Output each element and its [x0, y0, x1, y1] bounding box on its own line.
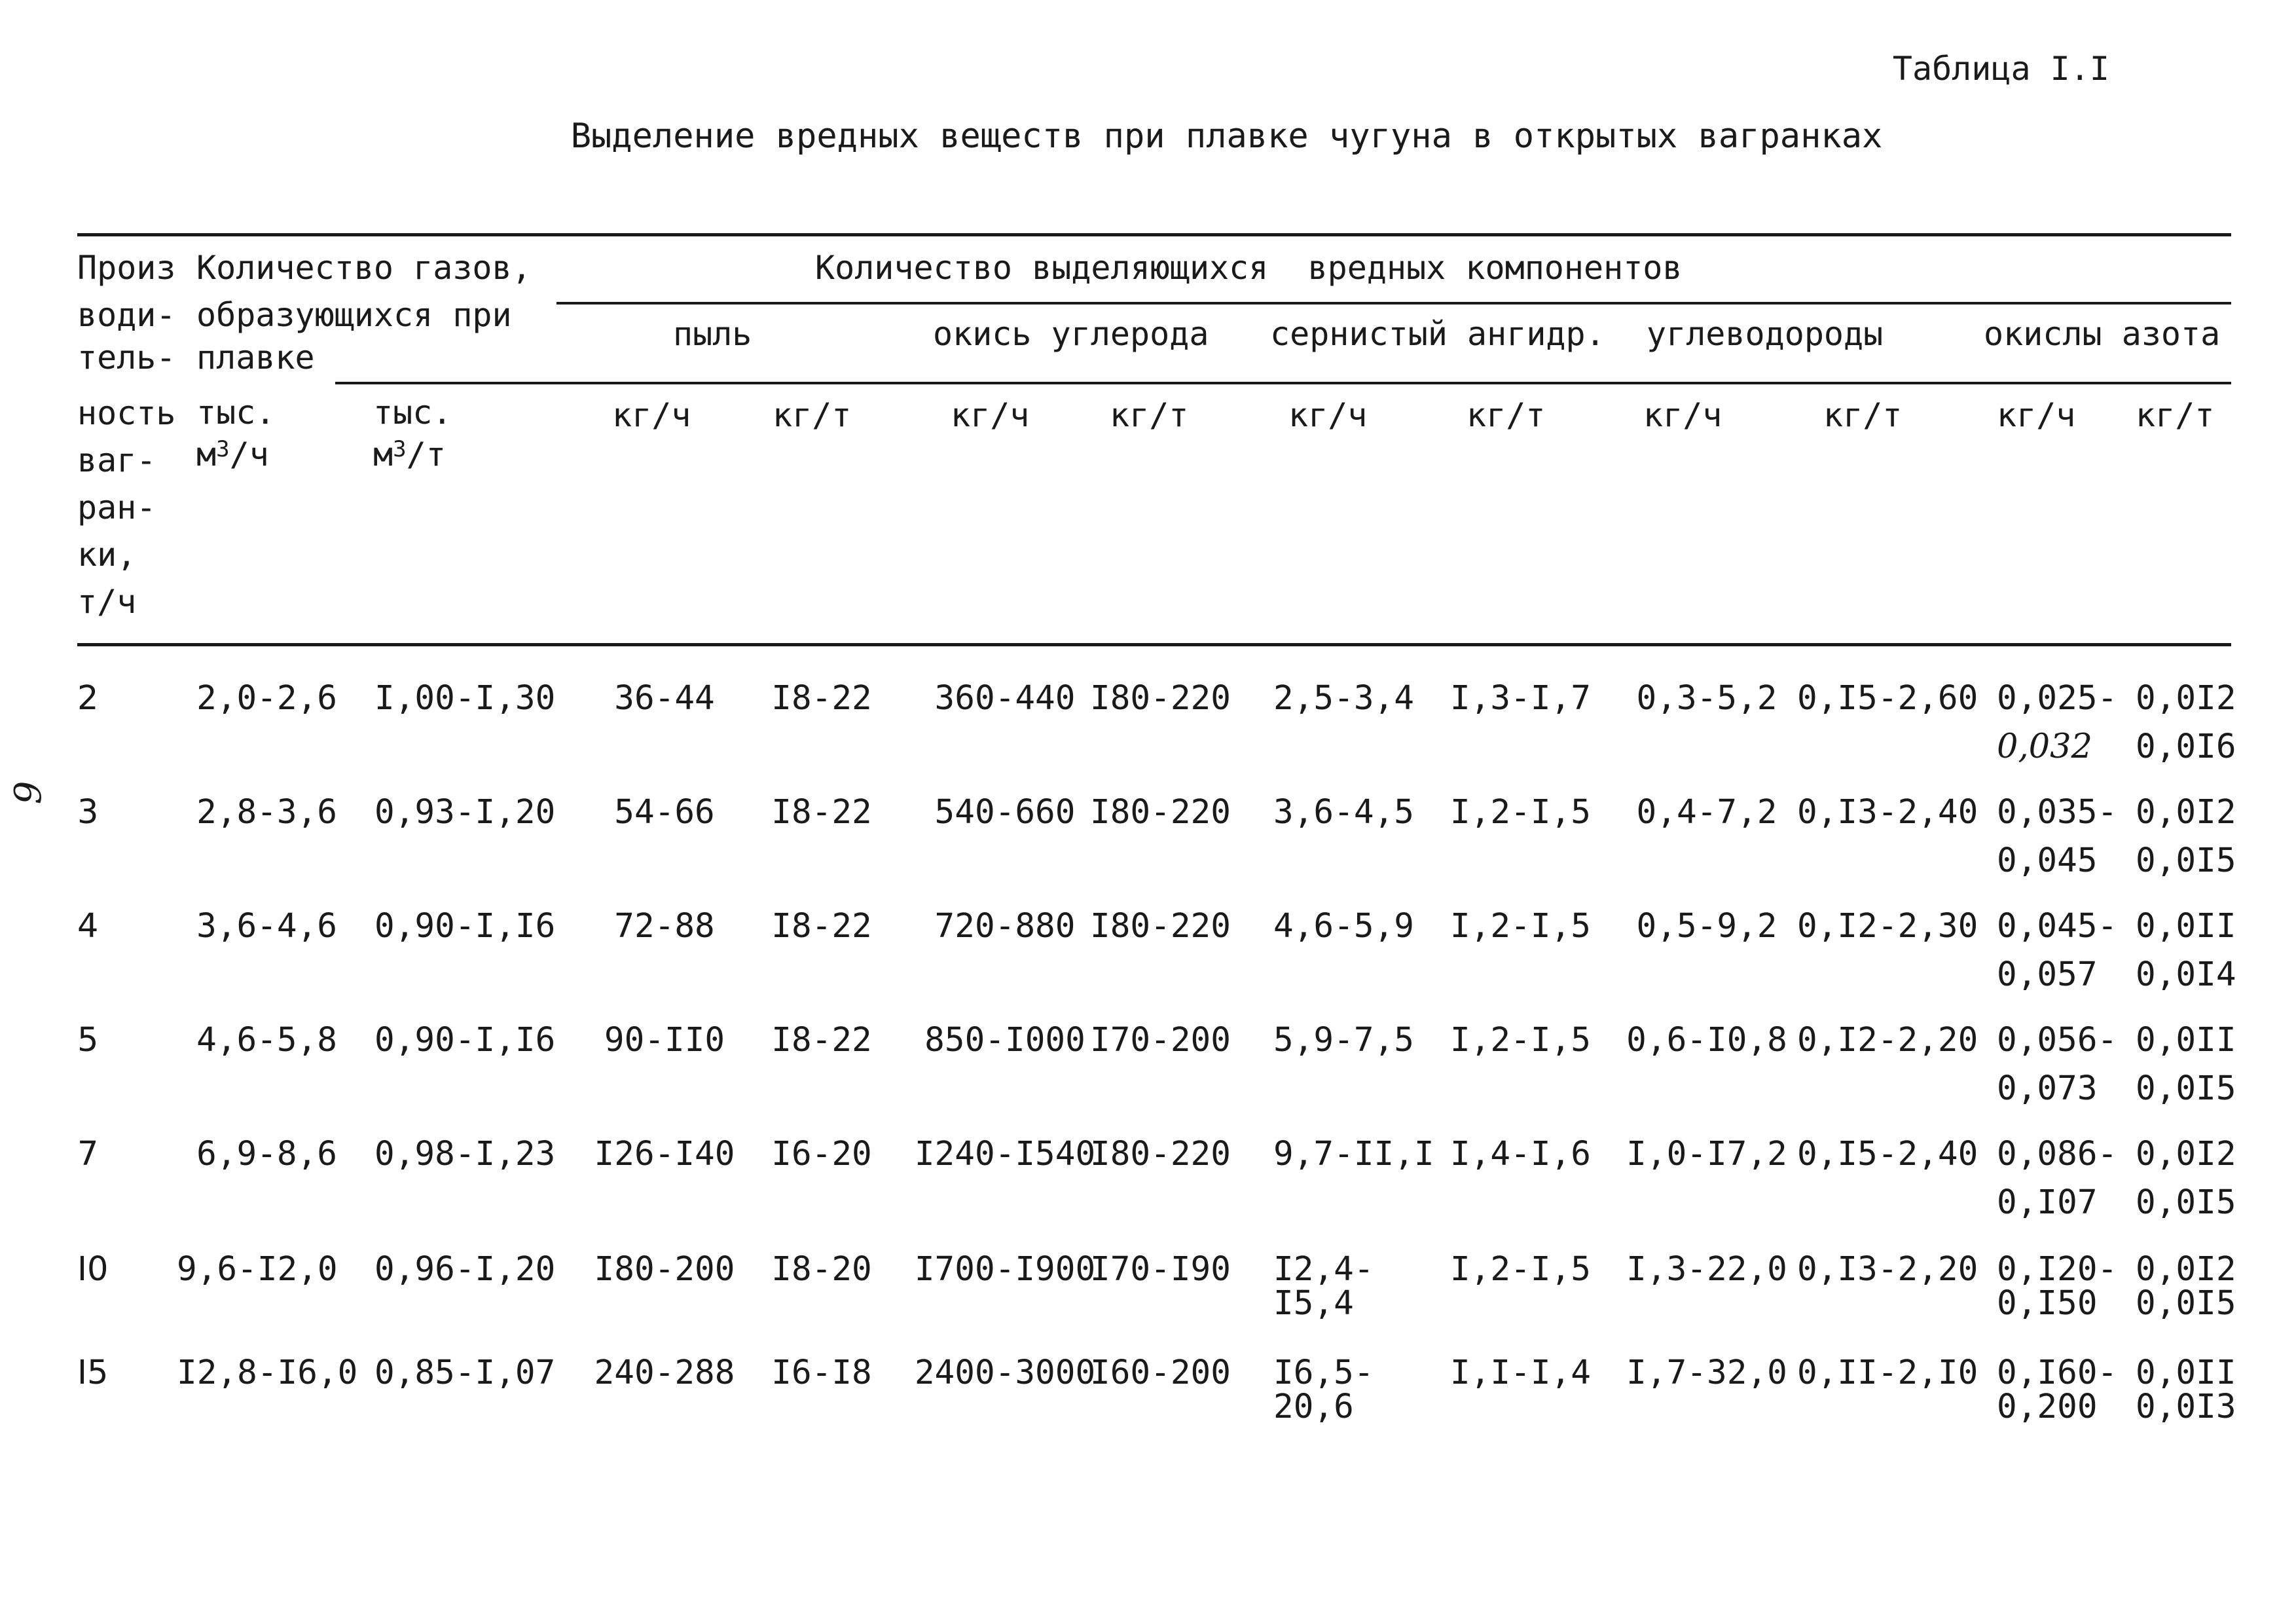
- table-cell-so2-h: 20,6: [1273, 1388, 1354, 1426]
- table-cell-co-h: 720-880: [934, 907, 1076, 946]
- table-cell-nox-h2: 0,045: [1997, 841, 2098, 880]
- table-cell-co-t: I80-220: [1090, 679, 1231, 718]
- table-cell-prod: I5: [77, 1354, 109, 1392]
- table-cell-so2-t: I,I-I,4: [1450, 1354, 1591, 1392]
- table-cell-hc-h: 0,6-I0,8: [1626, 1021, 1787, 1060]
- table-cell-hc-h: 0,5-9,2: [1636, 907, 1777, 946]
- gas-ton-unit: $м^3/т$: [373, 435, 446, 473]
- table-cell-co-t: I60-200: [1090, 1354, 1231, 1392]
- table-cell-nox-h2: 0,I50: [1997, 1284, 2098, 1323]
- table-cell-hc-h: I,0-I7,2: [1626, 1135, 1787, 1173]
- table-cell-prod: 7: [77, 1135, 99, 1173]
- table-cell-so2-h: I2,4-: [1273, 1250, 1374, 1289]
- header-bottom-rule: [77, 643, 2231, 646]
- gas-group-line: плавке: [196, 339, 315, 377]
- table-cell-co-h: I700-I900: [914, 1250, 1096, 1289]
- table-cell-co-h: 850-I000: [924, 1021, 1085, 1060]
- gas-group-header: [196, 244, 532, 377]
- so2-kg-t: кг/т: [1467, 396, 1546, 434]
- table-label: Таблица I.I: [1892, 50, 2109, 88]
- table-cell-gas-t: 0,98-I,23: [374, 1135, 556, 1173]
- table-cell-hc-h: 0,3-5,2: [1636, 679, 1777, 718]
- table-cell-nox-h2: 0,032: [1997, 728, 2093, 766]
- table-cell-hc-t: 0,I2-2,20: [1797, 1021, 1978, 1060]
- table-cell-nox-t1: 0,0II: [2136, 907, 2236, 946]
- table-cell-nox-h1: 0,I20-: [1997, 1250, 2118, 1289]
- table-cell-nox-h1: 0,035-: [1997, 793, 2118, 832]
- table-cell-hc-h: I,7-32,0: [1626, 1354, 1787, 1392]
- nox-header: окислы азота: [1984, 315, 2221, 353]
- gas-group-line: образующихся при: [196, 296, 512, 334]
- units-rule: [335, 382, 2231, 384]
- table-cell-so2-h: 5,9-7,5: [1273, 1021, 1414, 1060]
- table-cell-so2-t: I,2-I,5: [1450, 907, 1591, 946]
- table-cell-so2-t: I,2-I,5: [1450, 1021, 1591, 1060]
- table-cell-gas-t: 0,96-I,20: [374, 1250, 556, 1289]
- top-rule: [77, 233, 2231, 236]
- table-cell-dust-h: 240-288: [594, 1354, 735, 1392]
- table-cell-nox-h1: 0,056-: [1997, 1021, 2118, 1060]
- table-cell-so2-h: I6,5-: [1273, 1354, 1374, 1392]
- prod-header-line: ран-: [77, 489, 156, 526]
- table-cell-hc-t: 0,II-2,I0: [1797, 1354, 1978, 1392]
- table-cell-hc-t: 0,I5-2,40: [1797, 1135, 1978, 1173]
- table-cell-co-t: I70-200: [1090, 1021, 1231, 1060]
- table-cell-so2-t: I,3-I,7: [1450, 679, 1591, 718]
- table-cell-gas-t: 0,93-I,20: [374, 793, 556, 832]
- table-cell-gas-t: 0,90-I,I6: [374, 1021, 556, 1060]
- table-cell-nox-t1: 0,0I2: [2136, 679, 2236, 718]
- prod-header-line: Произ: [77, 249, 176, 287]
- table-cell-nox-h2: 0,I07: [1997, 1183, 2098, 1222]
- hc-kg-t: кг/т: [1823, 396, 1903, 434]
- table-cell-hc-h: I,3-22,0: [1626, 1250, 1787, 1289]
- table-cell-so2-t: I,2-I,5: [1450, 1250, 1591, 1289]
- table-cell-nox-t2: 0,0I4: [2136, 955, 2236, 994]
- table-cell-dust-h: I80-200: [594, 1250, 735, 1289]
- nox-kg-h: кг/ч: [1997, 396, 2076, 434]
- table-cell-nox-t2: 0,0I6: [2136, 728, 2236, 766]
- table-cell-co-h: 2400-3000: [914, 1354, 1096, 1392]
- table-cell-nox-t2: 0,0I5: [2136, 841, 2236, 880]
- gas-ton-header: [373, 392, 452, 475]
- table-cell-gas-h: 2,0-2,6: [196, 679, 337, 718]
- table-cell-dust-h: 90-II0: [604, 1021, 725, 1060]
- table-cell-prod: 3: [77, 793, 99, 832]
- table-cell-nox-t2: 0,0I3: [2136, 1388, 2236, 1426]
- table-cell-co-t: I70-I90: [1090, 1250, 1231, 1289]
- table-cell-nox-h2: 0,057: [1997, 955, 2098, 994]
- table-cell-nox-h1: 0,086-: [1997, 1135, 2118, 1173]
- table-cell-gas-h: 9,6-I2,0: [177, 1250, 338, 1289]
- hc-kg-h: кг/ч: [1643, 396, 1722, 434]
- table-cell-nox-t1: 0,0I2: [2136, 1135, 2236, 1173]
- table-cell-hc-t: 0,I3-2,20: [1797, 1250, 1978, 1289]
- prod-header-line: води-: [77, 296, 176, 334]
- table-cell-nox-t2: 0,0I5: [2136, 1284, 2236, 1323]
- dust-kg-h: кг/ч: [612, 396, 691, 434]
- table-cell-dust-h: I26-I40: [594, 1135, 735, 1173]
- prod-header-line: ваг-: [77, 441, 156, 479]
- table-cell-nox-t2: 0,0I5: [2136, 1183, 2236, 1222]
- table-cell-gas-h: I2,8-I6,0: [177, 1354, 358, 1392]
- prod-header-line: ки,: [77, 536, 137, 574]
- table-cell-co-h: I240-I540: [914, 1135, 1096, 1173]
- table-cell-dust-t: I8-22: [771, 679, 872, 718]
- gas-hour-header: [196, 392, 275, 475]
- prod-header-line: ность: [77, 394, 176, 432]
- table-cell-hc-t: 0,I5-2,60: [1797, 679, 1978, 718]
- table-cell-gas-t: 0,85-I,07: [374, 1354, 556, 1392]
- table-cell-hc-t: 0,I2-2,30: [1797, 907, 1978, 946]
- table-cell-co-t: I80-220: [1090, 793, 1231, 832]
- nox-kg-t: кг/т: [2136, 396, 2215, 434]
- table-cell-so2-h: 3,6-4,5: [1273, 793, 1414, 832]
- co-kg-t: кг/т: [1110, 396, 1189, 434]
- table-cell-dust-t: I6-I8: [771, 1354, 872, 1392]
- page-number: 6: [5, 781, 48, 805]
- table-cell-nox-h2: 0,200: [1997, 1388, 2098, 1426]
- table-cell-dust-t: I8-22: [771, 793, 872, 832]
- table-cell-prod: I0: [77, 1250, 109, 1289]
- dust-kg-t: кг/т: [773, 396, 852, 434]
- table-cell-prod: 4: [77, 907, 99, 946]
- table-cell-so2-t: I,4-I,6: [1450, 1135, 1591, 1173]
- components-group-rule: [556, 302, 2231, 304]
- prod-header: [77, 244, 176, 625]
- dust-header: пыль: [673, 315, 752, 353]
- table-cell-nox-t1: 0,0I2: [2136, 1250, 2236, 1289]
- so2-kg-h: кг/ч: [1288, 396, 1368, 434]
- table-title: Выделение вредных веществ при плавке чугуна в открытых вагранках: [570, 117, 1883, 156]
- table-cell-gas-t: 0,90-I,I6: [374, 907, 556, 946]
- table-cell-co-t: I80-220: [1090, 907, 1231, 946]
- table-cell-nox-h1: 0,025-: [1997, 679, 2118, 718]
- table-cell-dust-t: I8-20: [771, 1250, 872, 1289]
- table-cell-nox-t1: 0,0II: [2136, 1021, 2236, 1060]
- table-cell-gas-t: I,00-I,30: [374, 679, 556, 718]
- table-cell-so2-h: I5,4: [1273, 1284, 1354, 1323]
- table-cell-so2-h: 9,7-II,I: [1273, 1135, 1434, 1173]
- table-cell-dust-t: I6-20: [771, 1135, 872, 1173]
- table-cell-prod: 2: [77, 679, 99, 718]
- table-cell-nox-t2: 0,0I5: [2136, 1069, 2236, 1108]
- table-cell-nox-h2: 0,073: [1997, 1069, 2098, 1108]
- table-cell-hc-h: 0,4-7,2: [1636, 793, 1777, 832]
- table-cell-dust-h: 36-44: [614, 679, 715, 718]
- table-cell-nox-h1: 0,I60-: [1997, 1354, 2118, 1392]
- table-cell-so2-t: I,2-I,5: [1450, 793, 1591, 832]
- gas-hour-label: тыс.: [196, 394, 276, 432]
- table-cell-dust-h: 54-66: [614, 793, 715, 832]
- gas-hour-unit: $м^3/ч$: [196, 435, 269, 473]
- table-cell-so2-h: 2,5-3,4: [1273, 679, 1414, 718]
- gas-ton-label: тыс.: [373, 394, 452, 432]
- table-cell-hc-t: 0,I3-2,40: [1797, 793, 1978, 832]
- table-cell-nox-t1: 0,0II: [2136, 1354, 2236, 1392]
- hc-header: углеводороды: [1647, 315, 1884, 353]
- co-header: окись углерода: [933, 315, 1209, 353]
- so2-header: сернистый ангидр.: [1270, 315, 1605, 353]
- gas-group-line: Количество газов,: [196, 249, 532, 287]
- table-cell-so2-h: 4,6-5,9: [1273, 907, 1414, 946]
- table-cell-gas-h: 4,6-5,8: [196, 1021, 337, 1060]
- table-cell-dust-t: I8-22: [771, 907, 872, 946]
- table-cell-co-t: I80-220: [1090, 1135, 1231, 1173]
- table-cell-nox-t1: 0,0I2: [2136, 793, 2236, 832]
- components-group-header: Количество выделяющихся вредных компонентов: [815, 249, 1683, 287]
- table-cell-dust-h: 72-88: [614, 907, 715, 946]
- table-cell-nox-h1: 0,045-: [1997, 907, 2118, 946]
- table-cell-gas-h: 2,8-3,6: [196, 793, 337, 832]
- table-cell-co-h: 540-660: [934, 793, 1076, 832]
- prod-header-line: тель-: [77, 339, 176, 377]
- table-cell-dust-t: I8-22: [771, 1021, 872, 1060]
- prod-header-line: т/ч: [77, 583, 137, 621]
- table-cell-co-h: 360-440: [934, 679, 1076, 718]
- co-kg-h: кг/ч: [951, 396, 1030, 434]
- table-cell-gas-h: 6,9-8,6: [196, 1135, 337, 1173]
- table-cell-gas-h: 3,6-4,6: [196, 907, 337, 946]
- table-cell-prod: 5: [77, 1021, 99, 1060]
